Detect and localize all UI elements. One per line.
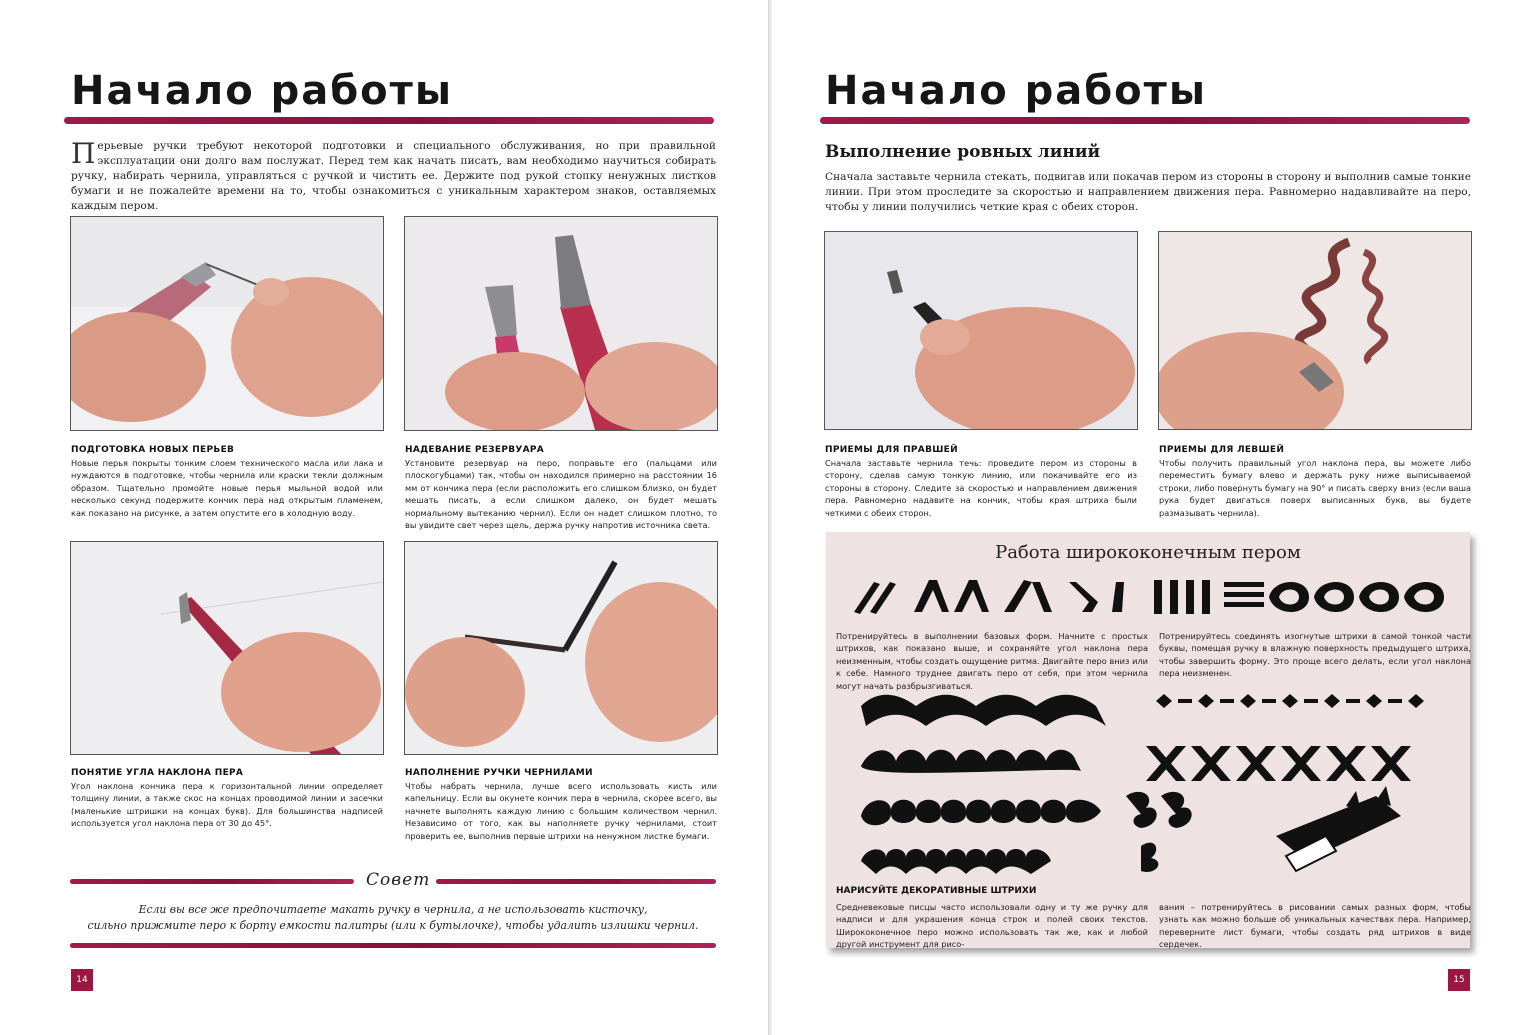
section-subheading: Выполнение ровных линий <box>825 142 1101 162</box>
decorative-strokes-illustration <box>856 686 1456 876</box>
caption-title: НАДЕВАНИЕ РЕЗЕРВУАРА <box>405 445 545 455</box>
drop-cap: П <box>71 137 96 170</box>
panel-text-left: Потренируйтесь в выполнении базовых форм. Начните с простых штрихов, как показано выше, и сохраняйте угол наклона пера неизменным, чтобы создать ощущение ритма. Двигайте перо вниз или к себе. Намного труднее двигать перо от себя, при этом чернила могут начать разбрызгиваться. <box>836 631 1148 691</box>
left-page <box>0 0 768 1035</box>
caption-text: Новые перья покрыты тонким слоем технического масла или лака и нуждаются в подготовке, чтобы чернила или краски текли должным образом. Тщательно промойте новые перья мыльной водой или несколько секунд подержите кончик пера над открытым пламенем, как показано на рисунке, а затем опустите его в холодную воду. <box>71 458 383 518</box>
title-underline-brush <box>64 117 714 124</box>
basic-strokes-illustration <box>854 572 1454 618</box>
tip-text <box>70 902 716 934</box>
caption-attaching-reservoir <box>405 445 717 531</box>
tip-heading: Совет <box>366 870 431 890</box>
broad-nib-panel <box>826 532 1470 948</box>
photo-filling-ink <box>404 541 718 755</box>
photo-right-handed <box>824 231 1138 430</box>
photo-attaching-reservoir <box>404 216 718 431</box>
caption-left-handed <box>1159 445 1471 519</box>
caption-title: ПРИЕМЫ ДЛЯ ЛЕВШЕЙ <box>1159 445 1285 455</box>
page-title: Начало работы <box>71 68 454 114</box>
page-number-right: 15 <box>1448 969 1470 991</box>
caption-title: ПОДГОТОВКА НОВЫХ ПЕРЬЕВ <box>71 445 235 455</box>
intro-paragraph <box>71 139 716 214</box>
tip-line-2: сильно прижмите перо к борту емкости палитры (или к бутылочке), чтобы удалить излишки чернил. <box>87 919 699 932</box>
caption-preparing-nibs <box>71 445 383 519</box>
caption-text: Чтобы получить правильный угол наклона пера, вы можете либо переместить бумагу влево и держать руку ниже выписываемой строки, либо повернуть бумагу на 90° и писать сверху вниз (если ваша рука будет двигаться поверх выписанных букв, вы будете размазывать чернила). <box>1159 458 1471 518</box>
photo-pen-angle <box>70 541 384 755</box>
caption-text: Установите резервуар на перо, поправьте его (пальцами или плоскогубцами) так, чтобы он находился примерно на расстоянии 16 мм от кончика пера (если расположить его слишком близко, он будет мешать писать, а если слишком далеко, он будет мешать нормальному вытеканию чернил). Если он надет слишком плотно, то вы увидите свет через щель, держа ручку напротив источника света. <box>405 458 717 531</box>
title-underline-brush-right <box>820 117 1470 124</box>
caption-title: НАПОЛНЕНИЕ РУЧКИ ЧЕРНИЛАМИ <box>405 768 593 778</box>
panel-caption-left: Средневековые писцы часто использовали одну и ту же ручку для надписи и для украшения конца строк и полей своих текстов. Ширококонечное перо можно использовать так же, как и любой другой инструмент для рисо- <box>836 902 1148 950</box>
panel-caption-right: вания – потренируйтесь в рисовании самых разных форм, чтобы узнать как можно больше об уникальных качествах пера. Например, переверните лист бумаги, чтобы создать ряд штрихов в виде сердечек. <box>1159 902 1471 950</box>
page-number: 14 <box>71 969 93 991</box>
caption-text: Чтобы набрать чернила, лучше всего использовать кисть или капельницу. Если вы окунете кончик пера в чернила, скорее всего, вы начнете выполнять каждую линию с большим количеством чернил. Независимо от того, как вы наполняете ручку чернилами, стоит проверить ее, выполнив первые штрихи на ненужном листке бумаги. <box>405 781 717 841</box>
tip-brush-left <box>70 879 354 884</box>
tip-line-1: Если вы все же предпочитаете макать ручку в чернила, а не использовать кисточку, <box>138 903 648 916</box>
tip-brush-bottom <box>70 943 716 948</box>
caption-title: ПОНЯТИЕ УГЛА НАКЛОНА ПЕРА <box>71 768 244 778</box>
photo-left-handed <box>1158 231 1472 430</box>
caption-right-handed <box>825 445 1137 519</box>
tip-brush-right <box>436 879 716 884</box>
photo-preparing-nibs <box>70 216 384 431</box>
caption-text: Сначала заставьте чернила течь: проведите пером из стороны в сторону, сделав самую тонкую линию, или покачивайте его из стороны в сторону. Следите за скоростью и направлением движения пера. Равномерно надавите на кончик, чтобы края штриха были четкими с обеих сторон. <box>825 458 1137 518</box>
intro-text: ерьевые ручки требуют некоторой подготовки и специального обслуживания, но при правильной эксплуатации они долго вам послужат. Перед тем как начать писать, вам необходимо научиться собирать ручку, набирать чернила, управляться с ручкой и чистить ее. Держите под рукой стопку ненужных листков бумаги и не пожалейте времени на то, чтобы ознакомиться с уникальным характером знаков, оставляемых каждым пером. <box>71 140 716 212</box>
caption-pen-angle <box>71 768 383 830</box>
caption-text: Угол наклона кончика пера к горизонтальной линии определяет толщину линии, а также скос на концах проводимой линии и засечки (маленькие штришки на концах букв). Для большинства надписей используется угол наклона пера от 30 до 45°. <box>71 781 383 829</box>
panel-text-right: Потренируйтесь соединять изогнутые штрихи в самой тонкой части буквы, помещая ручку в влажную поверхность предыдущего штриха, чтобы завершить форму. Это проще всего делать, если угол наклона пера неизменен. <box>1159 631 1471 679</box>
panel-title: Работа ширококонечным пером <box>995 542 1301 563</box>
panel-caption-title: НАРИСУЙТЕ ДЕКОРАТИВНЫЕ ШТРИХИ <box>836 886 1037 896</box>
caption-title: ПРИЕМЫ ДЛЯ ПРАВШЕЙ <box>825 445 958 455</box>
caption-filling-ink <box>405 768 717 842</box>
intro-paragraph-right: Сначала заставьте чернила стекать, подвигав или покачав пером из стороны в сторону и выполнив самые тонкие линии. При этом проследите за скоростью и направлением движения пера. Равномерно надавливайте на перо, чтобы у линии получились четкие края с обеих сторон. <box>825 171 1471 213</box>
page-title-right: Начало работы <box>825 68 1208 114</box>
